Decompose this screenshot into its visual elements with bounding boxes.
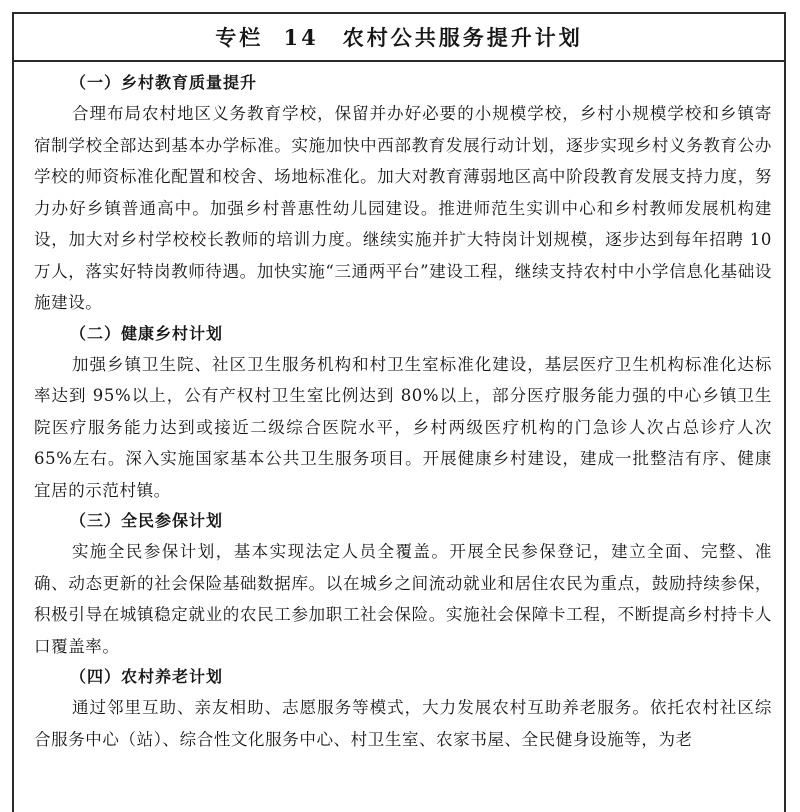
section-heading-elderly-care: （四）农村养老计划 <box>70 667 224 686</box>
column-title: 专栏 14 农村公共服务提升计划 <box>215 25 583 50</box>
section-body-elderly-care: 通过邻里互助、亲友相助、志愿服务等模式，大力发展农村互助养老服务。依托农村社区综合服务中心（站）、综合性文化服务中心、村卫生室、农家书屋、全民健身设施等，为老 <box>34 698 772 749</box>
section-body-health: 加强乡镇卫生院、社区卫生服务机构和村卫生室标准化建设，基层医疗卫生机构标准化达标率达到 95%以上，公有产权村卫生室比例达到 80%以上，部分医疗服务能力强的中心乡镇卫生院医疗服务能力达到或接近二级综合医院水平，乡村两级医疗机构的门急诊人次占总诊疗人次 65%左右。深入实施国家基本公共卫生服务项目。开展健康乡村建设，建成一批整洁有序、健康宜居的示范村镇。 <box>34 354 772 500</box>
section-heading-education: （一）乡村教育质量提升 <box>70 73 258 92</box>
section-body-insurance: 实施全民参保计划，基本实现法定人员全覆盖。开展全民参保登记，建立全面、完整、准确、动态更新的社会保险基础数据库。以在城乡之间流动就业和居住农民为重点，鼓励持续参保，积极引导在城镇稳定就业的农民工参加职工社会保险。实施社会保障卡工程，不断提高乡村持卡人口覆盖率。 <box>34 542 772 656</box>
section-body-education: 合理布局农村地区义务教育学校，保留并办好必要的小规模学校，乡村小规模学校和乡镇寄宿制学校全部达到基本办学标准。实施加快中西部教育发展行动计划，逐步实现乡村义务教育公办学校的师资标准化配置和校舍、场地标准化。加大对教育薄弱地区高中阶段教育发展支持力度，努力办好乡镇普通高中。加强乡村普惠性幼儿园建设。推进师范生实训中心和乡村教师发展机构建设，加大对乡村学校校长教师的培训力度。继续实施并扩大特岗计划规模，逐步达到每年招聘 10 万人，落实好特岗教师待遇。加快实施“三通两平台”建设工程，继续支持农村中小学信息化基础设施建设。 <box>34 104 772 312</box>
column-box <box>12 12 786 812</box>
section-heading-health: （二）健康乡村计划 <box>70 323 224 343</box>
title-bar <box>14 14 784 62</box>
section-heading-insurance: （三）全民参保计划 <box>70 511 224 530</box>
column-content <box>14 62 784 755</box>
